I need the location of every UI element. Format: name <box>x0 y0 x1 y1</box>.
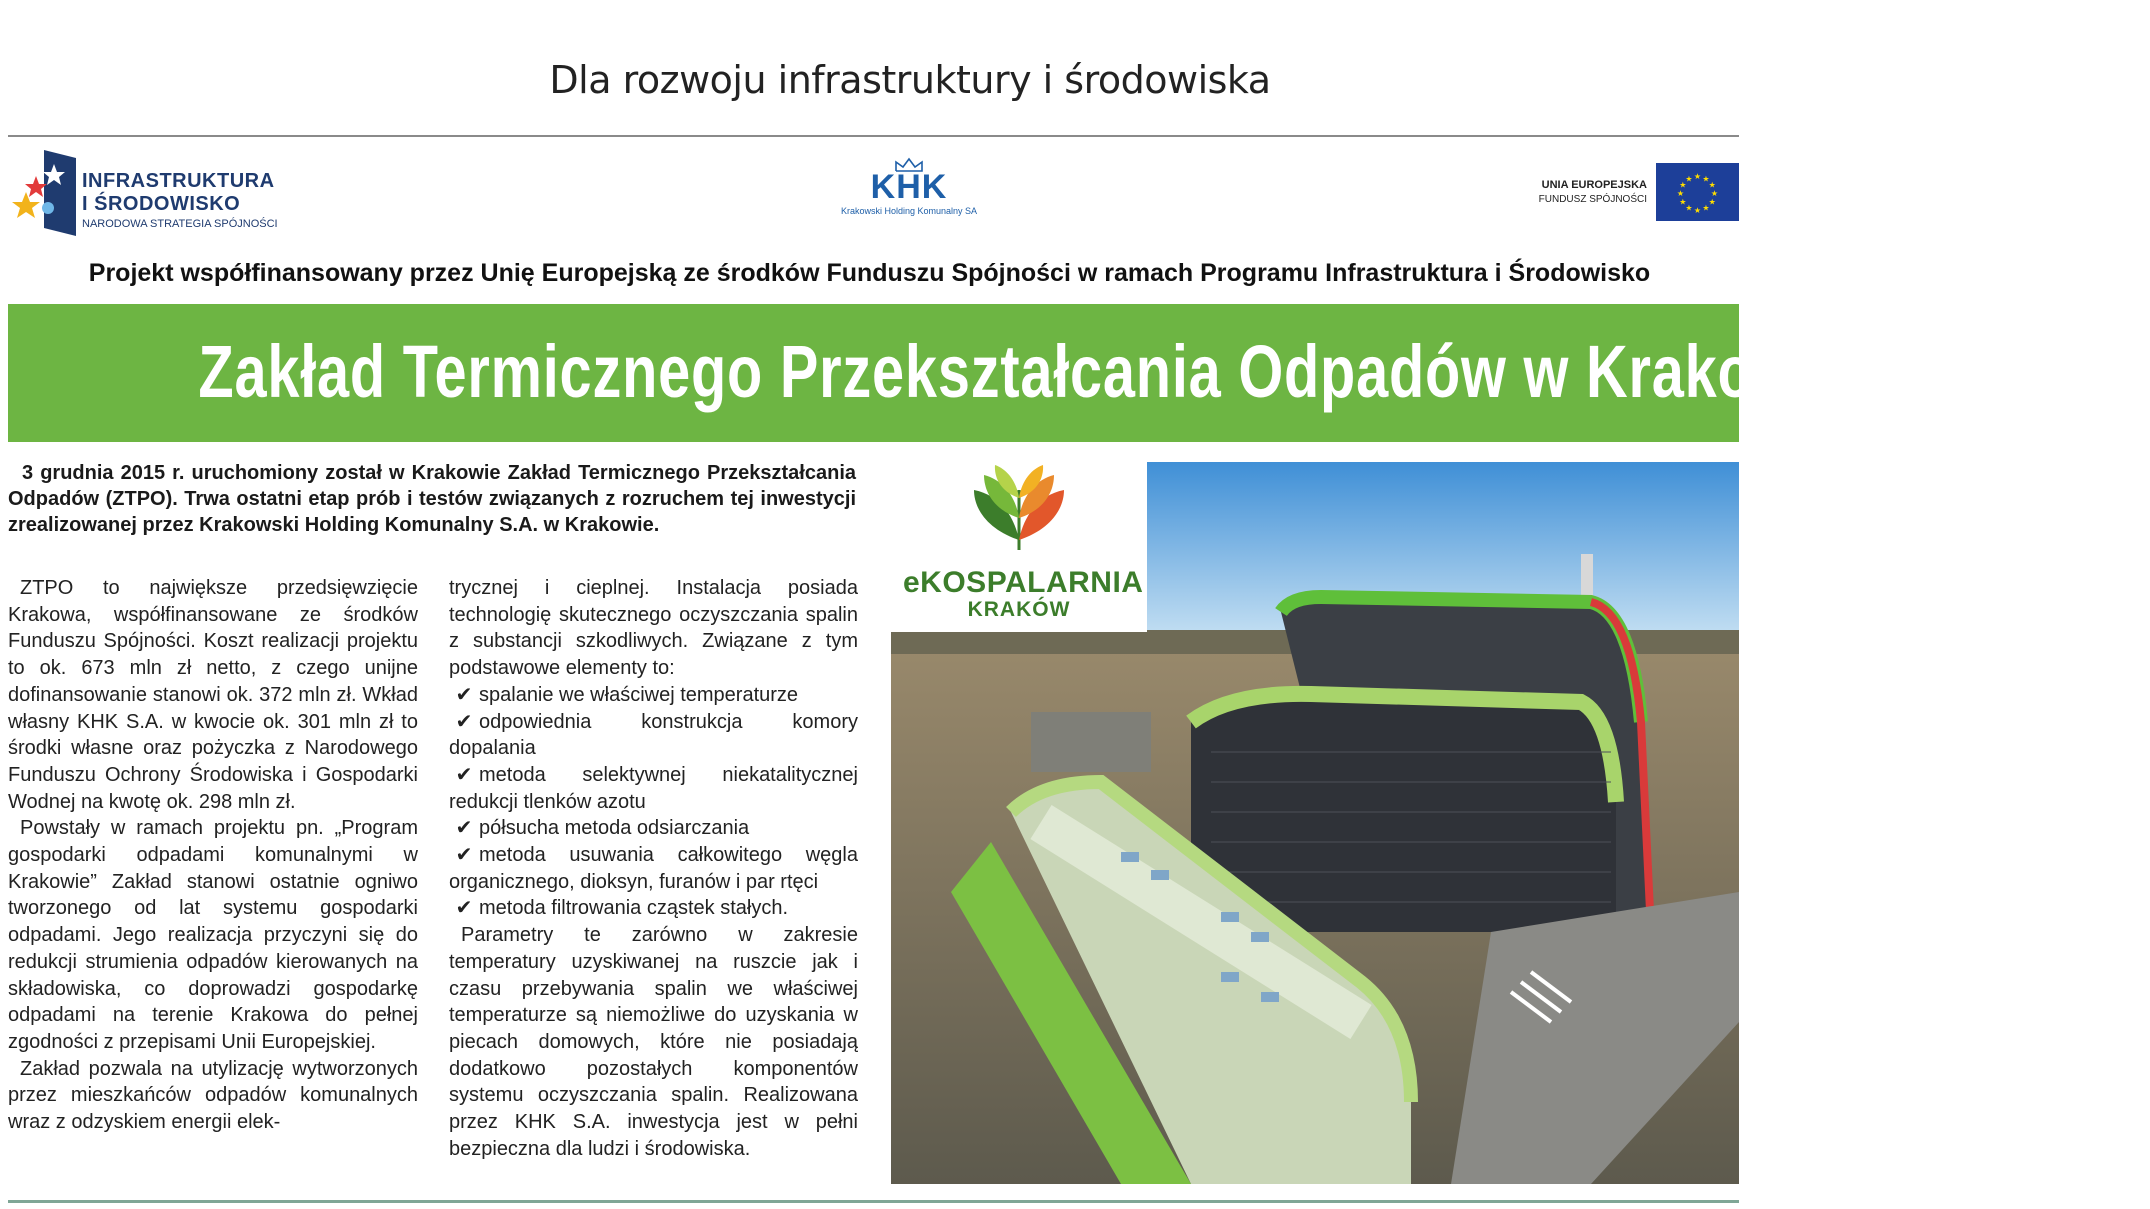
article-paragraph: trycznej i cieplnej. Instalacja posiada technologię skutecznego oczyszczania spalin z substancji szkodliwych. Związane z tym podstawowe elementy to: <box>449 577 858 680</box>
plant-aerial-photo <box>891 462 1739 1184</box>
eu-logo <box>1490 163 1739 221</box>
bullet-text: półsucha metoda odsiarczania <box>479 817 750 840</box>
check-icon: ✔ <box>455 683 473 706</box>
check-icon: ✔ <box>455 897 473 920</box>
bullet-item <box>449 762 858 815</box>
article-paragraph: Powstały w ramach projektu pn. „Program gospodarki odpadami komunalnymi w Krakowie” Zakład stanowi ostatnie ogniwo tworzonego od lat systemu gospodarki odpadami. Jego realizacja przyczyni się do redukcji strumienia odpadów kierowanych na składowiska, co doprowadzi gospodarkę odpadami na terenie Krakowa do pełnej zgodności z przepisami Unii Europejskiej. <box>8 817 418 1053</box>
eu-star-icon: ★ <box>1708 180 1716 190</box>
infrastruktura-logo-line2: I ŚRODOWISKO <box>82 193 241 215</box>
article-column-1 <box>8 575 418 1136</box>
infrastruktura-logo <box>14 150 284 240</box>
eu-star-icon: ★ <box>1693 206 1702 215</box>
headline-title: Zakład Termicznego Przekształcania Odpadów w Krakowie już działa! <box>198 330 2150 413</box>
bullet-text: odpowiednia konstrukcja komory dopalania <box>449 710 858 760</box>
check-icon: ✔ <box>455 710 473 733</box>
wheat-leaves-icon <box>891 462 1147 572</box>
khk-logo-subtitle: Krakowski Holding Komunalny SA <box>840 206 978 216</box>
headline-banner <box>8 304 2150 442</box>
article-paragraph: Parametry te zarówno w zakresie temperatury uzyskiwanej na ruszcie jak i czasu przebywania spalin we właściwej temperaturze są niemożliwe do uzyskania w piecach domowych, które nie posiadają dodatkowo pozostałych komponentów systemu oczyszczania spalin. Realizowana przez KHK S.A. inwestycja jest w pełni bezpieczna dla ludzi i środowiska. <box>449 924 858 1160</box>
article-paragraph: ZTPO to największe przedsięwzięcie Krakowa, współfinansowane ze środków Funduszu Spójności. Koszt realizacji projektu to ok. 673 mln zł netto, z czego unijne dofinansowanie stanowi ok. 372 mln zł. Wkład własny KHK S.A. w kwocie ok. 301 mln zł to środki własne oraz pożyczka z Narodowego Funduszu Ochrony Środowiska i Gospodarki Wodnej na kwotę ok. 298 mln zł. <box>8 577 418 813</box>
footer-divider <box>8 1200 1739 1203</box>
eu-star-icon: ★ <box>1679 197 1687 207</box>
infrastruktura-logo-line3: NARODOWA STRATEGIA SPÓJNOŚCI <box>82 218 278 230</box>
bullet-text: metoda filtrowania cząstek stałych. <box>479 897 789 920</box>
cofinancing-statement: Projekt współfinansowany przez Unię Europejską ze środków Funduszu Spójności w ramach Programu Infrastruktura i Środowisko <box>88 259 1651 287</box>
eu-star-icon: ★ <box>1685 174 1693 184</box>
eu-star-icon: ★ <box>1702 203 1710 213</box>
check-icon: ✔ <box>455 763 473 786</box>
check-icon: ✔ <box>455 844 473 867</box>
eu-logo-line1: UNIA EUROPEJSKA <box>1541 179 1647 191</box>
bullet-item <box>449 709 858 762</box>
eu-star-icon: ★ <box>1708 197 1716 207</box>
ekospalarnia-logo-name: eKOSPALARNIA <box>903 566 1144 599</box>
bullet-text: metoda selektywnej niekatalitycznej redukcji tlenków azotu <box>449 763 858 813</box>
eu-logo-line2: FUNDUSZ SPÓJNOŚCI <box>1538 194 1647 205</box>
bullet-text: metoda usuwania całkowitego węgla organicznego, dioksyn, furanów i par rtęci <box>449 844 858 893</box>
eu-star-icon: ★ <box>1676 189 1685 198</box>
eu-flag-icon <box>1656 163 1739 221</box>
ekospalarnia-logo <box>891 462 1147 632</box>
khk-logo <box>834 158 984 228</box>
article-column-2 <box>449 575 858 1162</box>
eu-star-icon: ★ <box>1710 189 1719 198</box>
article-lead: 3 grudnia 2015 r. uruchomiony został w Krakowie Zakład Termicznego Przekształcania Odpadów (ZTPO). Trwa ostatni etap prób i testów związanych z rozruchem tej inwestycji zrealizowanej przez Krakowski Holding Komunalny S.A. w Krakowie. <box>8 462 856 536</box>
eu-star-icon: ★ <box>1702 174 1710 184</box>
eu-star-icon: ★ <box>1685 203 1693 213</box>
article-paragraph: Zakład pozwala na utylizację wytworzonych przez mieszkańców odpadów komunalnych wraz z odzyskiem energii elek- <box>8 1057 418 1134</box>
bullet-item <box>449 682 858 709</box>
page-header-title: Dla rozwoju infrastruktury i środowiska <box>549 58 1271 102</box>
khk-logo-mark: KHK <box>870 168 948 206</box>
check-icon: ✔ <box>455 817 473 840</box>
ekospalarnia-logo-city: KRAKÓW <box>967 598 1071 621</box>
eu-star-icon: ★ <box>1693 172 1702 181</box>
bullet-item <box>449 895 858 922</box>
bullet-item <box>449 842 858 895</box>
header-divider <box>8 135 1739 137</box>
infrastruktura-logo-line1: INFRASTRUKTURA <box>82 170 275 192</box>
bullet-text: spalanie we właściwej temperaturze <box>479 683 799 706</box>
infrastruktura-emblem-icon <box>14 150 80 240</box>
bullet-item <box>449 815 858 842</box>
eu-star-icon: ★ <box>1679 180 1687 190</box>
